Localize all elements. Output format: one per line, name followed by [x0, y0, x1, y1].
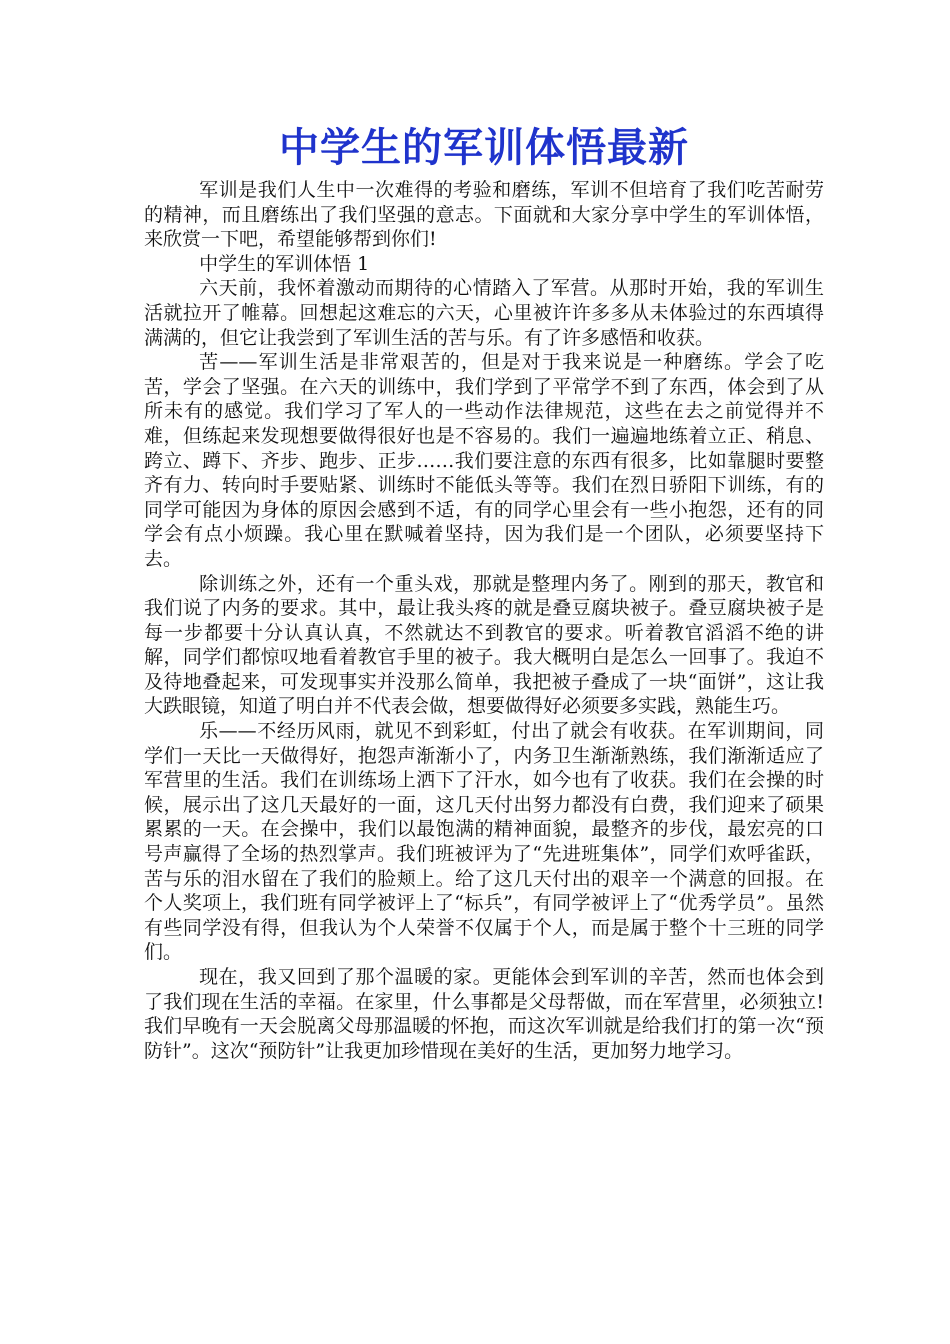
- body-paragraph: 除训练之外，还有一个重头戏，那就是整理内务了。刚到的那天，教官和我们说了内务的要求。其中，最让我头疼的就是叠豆腐块被子。叠豆腐块被子是每一步都要十分认真认真，不然就达不到教官的要求。听着教官滔滔不绝的讲解，同学们都惊叹地看着教官手里的被子。我大概明白是怎么一回事了。我迫不及待地叠起来，可发现事实并没那么简单，我把被子叠成了一块“面饼”，这让我大跌眼镜，知道了明白并不代表会做，想要做得好必须要多实践，熟能生巧。: [144, 572, 824, 718]
- body-paragraph: 现在，我又回到了那个温暖的家。更能体会到军训的辛苦，然而也体会到了我们现在生活的幸福。在家里，什么事都是父母帮做，而在军营里，必须独立!我们早晚有一天会脱离父母那温暖的怀抱，而这次军训就是给我们打的第一次“预防针”。这次“预防针”让我更加珍惜现在美好的生活，更加努力地学习。: [144, 966, 824, 1062]
- document-page: [144, 122, 824, 1063]
- intro-paragraph: 军训是我们人生中一次难得的考验和磨练，军训不但培育了我们吃苦耐劳的精神，而且磨练出了我们坚强的意志。下面就和大家分享中学生的军训体悟，来欣赏一下吧，希望能够帮到你们!: [144, 179, 824, 251]
- body-paragraph: 苦——军训生活是非常艰苦的，但是对于我来说是一种磨练。学会了吃苦，学会了坚强。在六天的训练中，我们学到了平常学不到了东西，体会到了从所未有的感觉。我们学习了军人的一些动作法律规范，这些在去之前觉得并不难，但练起来发现想要做得很好也是不容易的。我们一遍遍地练着立正、稍息、跨立、蹲下、齐步、跑步、正步……我们要注意的东西有很多，比如靠腿时要整齐有力、转向时手要贴紧、训练时不能低头等等。我们在烈日骄阳下训练，有的同学可能因为身体的原因会感到不适，有的同学心里会有一些小抱怨，还有的同学会有点小烦躁。我心里在默喊着坚持，因为我们是一个团队，必须要坚持下去。: [144, 351, 824, 570]
- body-paragraph: 六天前，我怀着激动而期待的心情踏入了军营。从那时开始，我的军训生活就拉开了帷幕。回想起这难忘的六天，心里被许许多多从未体验过的东西填得满满的，但它让我尝到了军训生活的苦与乐。有了许多感悟和收获。: [144, 277, 824, 349]
- document-title: 中学生的军训体悟最新: [279, 125, 689, 171]
- body-paragraph: 乐——不经历风雨，就见不到彩虹，付出了就会有收获。在军训期间，同学们一天比一天做得好，抱怨声渐渐小了，内务卫生渐渐熟练，我们渐渐适应了军营里的生活。我们在训练场上洒下了汗水，如今也有了收获。我们在会操的时候，展示出了这几天最好的一面，这几天付出努力都没有白费，我们迎来了硕果累累的一天。在会操中，我们以最饱满的精神面貌，最整齐的步伐，最宏亮的口号声赢得了全场的热烈掌声。我们班被评为了“先进班集体”，同学们欢呼雀跃，苦与乐的泪水留在了我们的脸颊上。给了这几天付出的艰辛一个满意的回报。在个人奖项上，我们班有同学被评上了“标兵”，有同学被评上了“优秀学员”。虽然有些同学没有得，但我认为个人荣誉不仅属于个人，而是属于整个十三班的同学们。: [144, 720, 824, 964]
- section-heading: 中学生的军训体悟 1: [199, 252, 370, 275]
